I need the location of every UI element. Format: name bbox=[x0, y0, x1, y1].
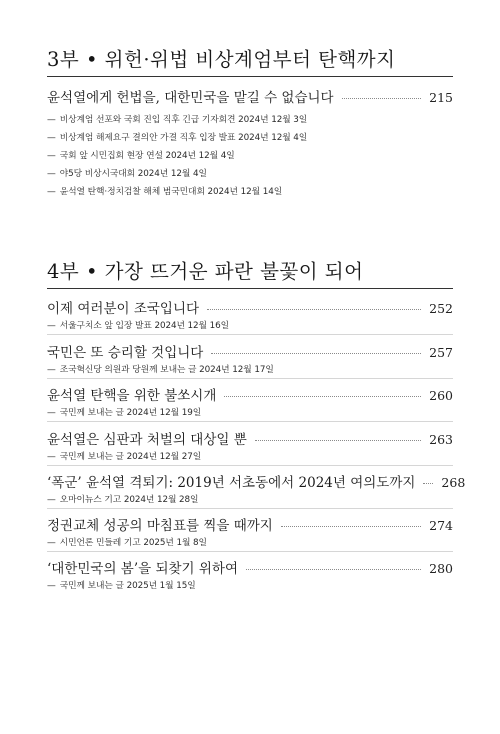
toc-chapter[interactable] bbox=[47, 471, 466, 491]
toc-chapter[interactable] bbox=[47, 557, 453, 577]
dot-leader bbox=[211, 353, 421, 354]
chapter-subitem: — 국회 앞 시민집회 현장 연설 2024년 12월 4일 bbox=[47, 151, 235, 161]
page-number: 257 bbox=[429, 345, 453, 360]
chapter-divider bbox=[47, 551, 453, 552]
chapter-subitem: — 비상계엄 선포와 국회 진입 직후 긴급 기자회견 2024년 12월 3일 bbox=[47, 115, 308, 125]
dot-leader bbox=[281, 526, 421, 527]
chapter-subitem: — 서울구치소 앞 입장 발표 2024년 12월 16일 bbox=[47, 321, 230, 331]
page-number: 268 bbox=[441, 475, 466, 490]
chapter-subitem: — 비상계엄 해제요구 결의안 가결 직후 입장 발표 2024년 12월 4일 bbox=[47, 133, 308, 143]
page-number: 260 bbox=[429, 388, 453, 403]
toc-chapter[interactable] bbox=[47, 428, 453, 448]
part-3-title: 3부 • 위헌·위법 비상계엄부터 탄핵까지 bbox=[47, 48, 396, 71]
chapter-title: 윤석열은 심판과 처벌의 대상일 뿐 bbox=[47, 432, 247, 448]
dot-leader bbox=[342, 98, 422, 99]
page-number: 263 bbox=[429, 432, 453, 447]
chapter-subitem: — 국민께 보내는 글 2025년 1월 15일 bbox=[47, 581, 196, 591]
dot-leader bbox=[246, 569, 421, 570]
dot-leader bbox=[255, 440, 421, 441]
chapter-title: ‘대한민국의 봄’을 되찾기 위하여 bbox=[47, 561, 238, 577]
page-number: 252 bbox=[429, 301, 453, 316]
dot-leader bbox=[224, 396, 421, 397]
toc-chapter[interactable] bbox=[47, 297, 453, 317]
chapter-divider bbox=[47, 465, 453, 466]
chapter-title: 정권교체 성공의 마침표를 찍을 때까지 bbox=[47, 518, 273, 534]
chapter-subitem: — 국민께 보내는 글 2024년 12월 27일 bbox=[47, 452, 202, 462]
chapter-title: 윤석열 탄핵을 위한 불쏘시개 bbox=[47, 388, 217, 404]
part-4-title: 4부 • 가장 뜨거운 파란 불꽃이 되어 bbox=[47, 260, 364, 283]
chapter-divider bbox=[47, 421, 453, 422]
chapter-divider bbox=[47, 378, 453, 379]
toc-chapter[interactable] bbox=[47, 341, 453, 361]
part-3-rule bbox=[47, 76, 453, 77]
chapter-title: 윤석열에게 헌법을, 대한민국을 맡길 수 없습니다 bbox=[47, 90, 334, 106]
page-number: 280 bbox=[429, 561, 453, 576]
chapter-subitem: — 오마이뉴스 기고 2024년 12월 28일 bbox=[47, 495, 199, 505]
part-4-rule bbox=[47, 288, 453, 289]
toc-chapter[interactable] bbox=[47, 86, 453, 106]
page-number: 274 bbox=[429, 518, 453, 533]
chapter-subitem: — 국민께 보내는 글 2024년 12월 19일 bbox=[47, 408, 202, 418]
toc-chapter[interactable] bbox=[47, 384, 453, 404]
chapter-title: 국민은 또 승리할 것입니다 bbox=[47, 345, 204, 361]
chapter-subitem: — 야5당 비상시국대회 2024년 12월 4일 bbox=[47, 169, 207, 179]
toc-chapter[interactable] bbox=[47, 514, 453, 534]
chapter-divider bbox=[47, 334, 453, 335]
dot-leader bbox=[207, 309, 421, 310]
chapter-title: 이제 여러분이 조국입니다 bbox=[47, 301, 200, 317]
chapter-subitem: — 조국혁신당 의원과 당원께 보내는 글 2024년 12월 17일 bbox=[47, 365, 274, 375]
chapter-subitem: — 윤석열 탄핵·정치검찰 해체 범국민대회 2024년 12월 14일 bbox=[47, 187, 283, 197]
chapter-divider bbox=[47, 508, 453, 509]
chapter-subitem: — 시민언론 민들레 기고 2025년 1월 8일 bbox=[47, 538, 207, 548]
chapter-title: ‘폭군’ 윤석열 격퇴기: 2019년 서초동에서 2024년 여의도까지 bbox=[47, 475, 416, 491]
page-number: 215 bbox=[429, 90, 453, 105]
dot-leader bbox=[423, 483, 433, 484]
